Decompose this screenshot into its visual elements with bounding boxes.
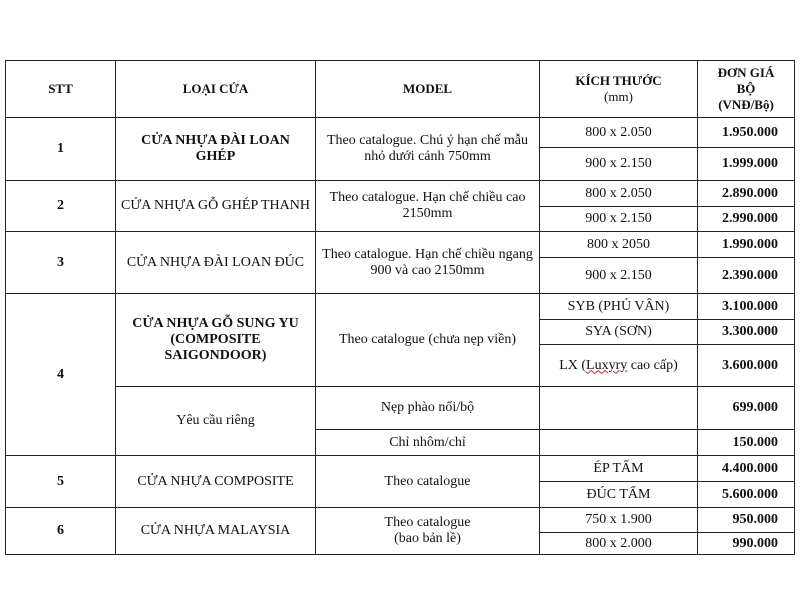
row-size-empty <box>540 430 698 456</box>
row-door-type: CỬA NHỰA MALAYSIA <box>116 508 316 555</box>
row-price: 2.390.000 <box>698 258 795 294</box>
row-stt: 6 <box>6 508 116 555</box>
row-door-type: CỬA NHỰA ĐÀI LOAN ĐÚC <box>116 232 316 294</box>
header-don-gia-currency: (VNĐ/Bộ) <box>718 97 774 112</box>
row-size: 900 x 2.150 <box>540 207 698 232</box>
size-suffix: cao cấp) <box>627 357 678 373</box>
table-row <box>6 508 795 533</box>
table-row <box>6 294 795 320</box>
row-stt: 1 <box>6 118 116 181</box>
size-underlined-word: Luxyry <box>586 357 628 373</box>
row-model: Theo catalogue (chưa nẹp viền) <box>316 294 540 387</box>
header-model: MODEL <box>316 61 540 118</box>
header-don-gia-title: ĐƠN GIÁ <box>717 65 775 80</box>
price-table <box>5 60 795 555</box>
size-prefix: LX ( <box>559 357 587 373</box>
table-header-row <box>6 61 795 118</box>
table-row <box>6 181 795 207</box>
header-don-gia <box>698 61 795 118</box>
row-door-type: CỬA NHỰA GỖ SUNG YU (COMPOSITE SAIGONDOOR) <box>116 294 316 387</box>
row-stt: 2 <box>6 181 116 232</box>
row-size: 900 x 2.150 <box>540 148 698 181</box>
row-size: 900 x 2.150 <box>540 258 698 294</box>
row-size: SYA (SƠN) <box>540 320 698 345</box>
row-price: 699.000 <box>698 387 795 430</box>
row-price: 950.000 <box>698 508 795 533</box>
table-row <box>6 456 795 482</box>
row-size: SYB (PHỦ VÂN) <box>540 294 698 320</box>
header-don-gia-unit: BỘ <box>736 81 756 96</box>
row-size: 800 x 2050 <box>540 232 698 258</box>
row-stt: 5 <box>6 456 116 508</box>
row-size: 800 x 2.050 <box>540 181 698 207</box>
row-price: 4.400.000 <box>698 456 795 482</box>
row-model: Theo catalogue. Chú ý hạn chế mẫu nhỏ dưới cánh 750mm <box>316 118 540 181</box>
row-door-type: CỬA NHỰA GỖ GHÉP THANH <box>116 181 316 232</box>
row-price: 2.890.000 <box>698 181 795 207</box>
row-price: 3.300.000 <box>698 320 795 345</box>
row-price: 1.990.000 <box>698 232 795 258</box>
row-price: 150.000 <box>698 430 795 456</box>
row-price: 3.100.000 <box>698 294 795 320</box>
row-price: 990.000 <box>698 533 795 555</box>
table-row <box>6 118 795 148</box>
table-row <box>6 387 795 430</box>
row-size: 800 x 2.050 <box>540 118 698 148</box>
row-model <box>316 508 540 555</box>
header-kich-thuoc <box>540 61 698 118</box>
row-size-empty <box>540 387 698 430</box>
row-price: 3.600.000 <box>698 345 795 387</box>
row-price: 2.990.000 <box>698 207 795 232</box>
row-door-type: CỬA NHỰA ĐÀI LOAN GHÉP <box>116 118 316 181</box>
row-custom-item: Chỉ nhôm/chỉ <box>316 430 540 456</box>
header-kich-thuoc-unit: (mm) <box>604 89 633 104</box>
header-stt: STT <box>6 61 116 118</box>
row-size: ĐÚC TẤM <box>540 482 698 508</box>
row-size: 800 x 2.000 <box>540 533 698 555</box>
row-door-type: CỬA NHỰA COMPOSITE <box>116 456 316 508</box>
row-model: Theo catalogue. Hạn chế chiều ngang 900 và cao 2150mm <box>316 232 540 294</box>
row-price: 1.999.000 <box>698 148 795 181</box>
row-model-line2: (bao bản lề) <box>394 531 461 546</box>
row-custom-label: Yêu cầu riêng <box>116 387 316 456</box>
row-stt: 4 <box>6 294 116 456</box>
row-model: Theo catalogue <box>316 456 540 508</box>
row-size: 750 x 1.900 <box>540 508 698 533</box>
row-size: ÉP TẤM <box>540 456 698 482</box>
table-row <box>6 232 795 258</box>
header-kich-thuoc-title: KÍCH THƯỚC <box>575 73 662 88</box>
row-price: 1.950.000 <box>698 118 795 148</box>
row-price: 5.600.000 <box>698 482 795 508</box>
header-loai-cua: LOẠI CỬA <box>116 61 316 118</box>
row-size <box>540 345 698 387</box>
row-model: Theo catalogue. Hạn chế chiều cao 2150mm <box>316 181 540 232</box>
row-stt: 3 <box>6 232 116 294</box>
row-custom-item: Nẹp phào nổi/bộ <box>316 387 540 430</box>
row-model-line1: Theo catalogue <box>384 515 471 530</box>
